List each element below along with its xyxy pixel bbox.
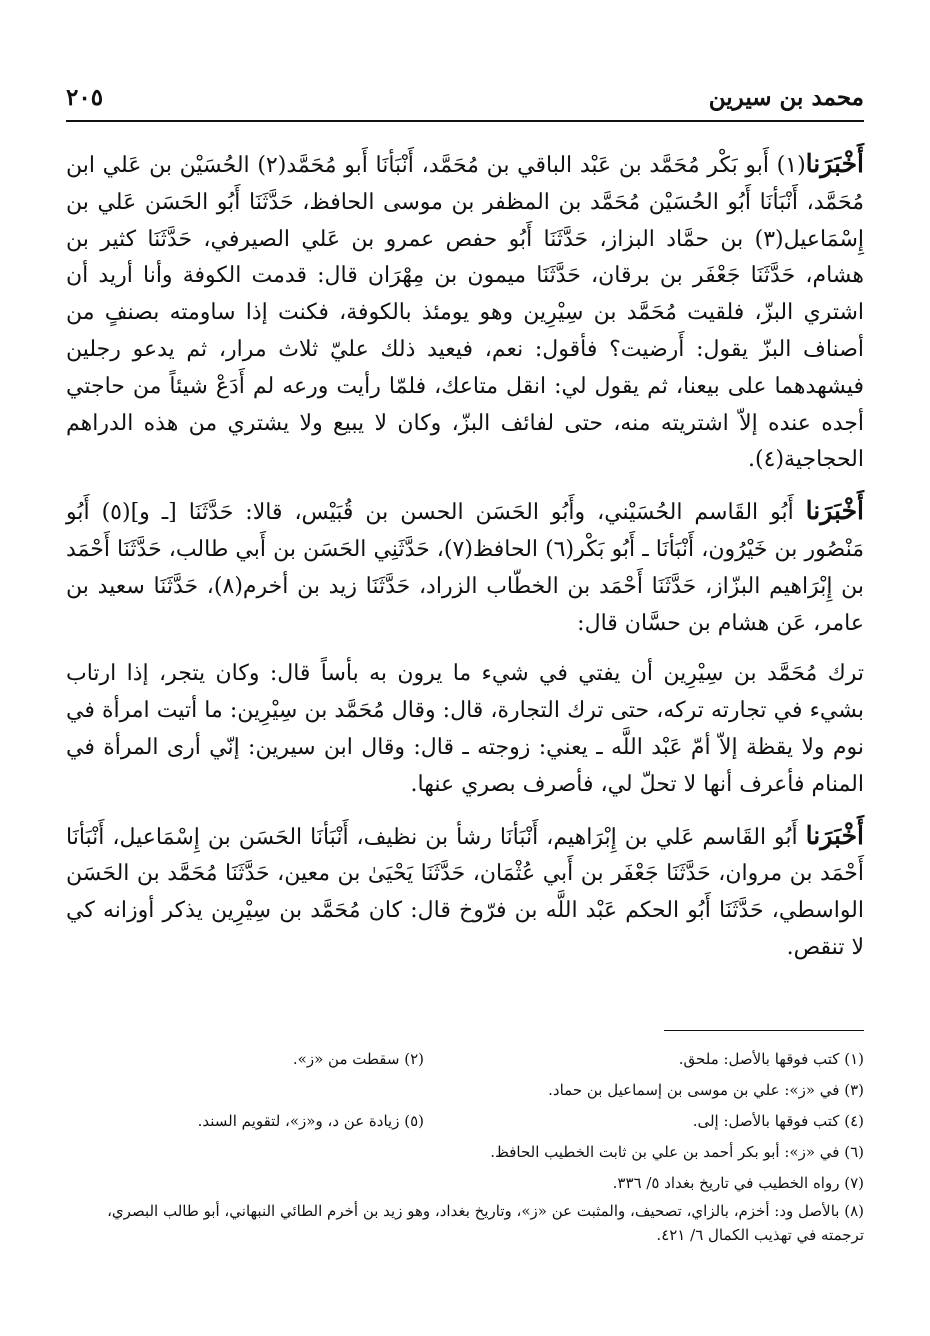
footnote-row: [66, 1106, 864, 1137]
paragraph-keyword: أَخْبَرَنا: [805, 820, 864, 850]
paragraph: [66, 818, 864, 967]
paragraph: [66, 493, 864, 642]
footnote: (١) كتب فوقها بالأصل: ملحق.: [678, 1050, 864, 1068]
paragraph-text: أَبُو القَاسم الحُسَيْني، وأَبُو الحَسَن الحسن بن قُبَيْس، قالا: حَدَّثَنَا [ـ و](٥) أَبُو مَنْصُور بن خَيْرُون، أَنْبَأنَا ـ أَبُو بَكْر(٦) الحافظ(٧)، حَدَّثَنِي الحَسَن بن أَبي طالب، حَدَّثَنَا أَحْمَد بن إِبْرَاهيم البزّاز، حَدَّثَنَا أَحْمَد بن الخطّاب الزراد، حَدَّثَنَا زيد بن أخرم(٨)، حَدَّثَنَا سعيد بن عامر، عَن هشام بن حسَّان قال:: [66, 500, 865, 636]
footnote: (٦) في «ز»: أبو بكر أحمد بن علي بن ثابت الخطيب الحافظ.: [490, 1143, 864, 1161]
paragraph-text: أَبُو القَاسم عَلي بن إِبْرَاهيم، أَنْبَأنَا رشأ بن نظيف، أَنْبَأنَا الحَسَن بن إِسْمَاعيل، أَنْبَأنَا أَحْمَد بن مروان، حَدَّثَنَا جَعْفَر بن أَبي عُثْمَان، حَدَّثَنَا يَحْيَىٰ بن معين، حَدَّثَنَا مُحَمَّد بن الحَسَن الواسطي، حَدَّثَنَا أَبُو الحكم عَبْد اللَّه بن فرّوخ قال: كان مُحَمَّد بن سِيْرِين يذكر أوزانه كي لا تنقص.: [66, 824, 864, 960]
footnote: (٣) في «ز»: علي بن موسى بن إسماعيل بن حماد.: [548, 1081, 864, 1099]
paragraph: [66, 656, 864, 803]
footnote: (٤) كتب فوقها بالأصل: إلى.: [692, 1112, 864, 1130]
paragraph: [66, 146, 864, 479]
paragraph-text: (١) أَبو بَكْر مُحَمَّد بن عَبْد الباقي بن مُحَمَّد، أَنْبَأنَا أَبو مُحَمَّد(٢) الحُسَيْن بن عَلي ابن مُحَمَّد، أَنْبَأنَا أَبُو الحُسَيْن مُحَمَّد بن المظفر بن موسى الحافظ، حَدَّثَنَا أَبُو الحَسَن عَلي بن إِسْمَاعيل(٣) بن حمَّاد البزاز، حَدَّثَنَا أَبُو حفص عمرو بن عَلي الصيرفي، حَدَّثَنَا كثير بن هشام، حَدَّثَنَا جَعْفَر بن برقان، حَدَّثَنَا ميمون بن مِهْرَان قال: قدمت الكوفة وأنا أريد أن اشتري البزّ، فلقيت مُحَمَّد بن سِيْرِين وهو يومئذ بالكوفة، فكنت إذا ساومته بصنفٍ من أصناف البزّ يقول: أَرضيت؟ فأقول: نعم، فيعيد ذلك عليّ ثلاث مرار، ثم يدعو رجلين فيشهدهما على بيعنا، ثم يقول لي: انقل متاعك، فلمّا رأيت ورعه لم أَدَعْ شيئاً من حاجتي أجده عنده إلاّ اشتريته منه، حتى لفائف البزّ، وكان لا يبيع ولا يشتري من هذه الدراهم الحجاجية(٤).: [66, 153, 864, 473]
footnotes: [66, 1044, 864, 1253]
footnote-row: [66, 1075, 864, 1106]
footnote-row: [66, 1199, 864, 1253]
footnote-row: [66, 1168, 864, 1199]
footnote-rule: [664, 1030, 864, 1031]
paragraph-keyword: أَخْبَرَنا: [805, 149, 864, 178]
page-number: ٢٠٥: [66, 84, 104, 111]
paragraph-text: ترك مُحَمَّد بن سِيْرِين أن يفتي في شيء ما يرون به بأساً قال: وكان يتجر، إذا ارتاب بشيء في تجارته تركه، حتى ترك التجارة، قال: وقال مُحَمَّد بن سِيْرِين: ما أتيت امرأة في نوم ولا يقظة إلاّ أمّ عَبْد اللَّه ـ يعني: زوجته ـ قال: وقال ابن سيرين: إنّي أرى المرأة في المنام فأعرف أنها لا تحلّ لي، فأصرف بصري عنها.: [66, 661, 864, 797]
footnote-row: [66, 1137, 864, 1168]
footnote-row: [66, 1044, 864, 1075]
footnote: (٨) بالأصل ود: أخزم، بالزاي، تصحيف، والمثبت عن «ز»، وتاريخ بغداد، وهو زيد بن أخرم الطائي النبهاني، أبو طالب البصري، ترجمته في تهذيب الكمال ٦/ ٤٢١.: [107, 1202, 864, 1244]
running-head: محمد بن سيرين: [708, 84, 864, 111]
page-header: [66, 84, 864, 116]
paragraph-keyword: أَخْبَرَنا: [805, 496, 864, 526]
footnote: (٥) زيادة عن د، و«ز»، لتقويم السند.: [197, 1112, 424, 1130]
footnote: (٢) سقطت من «ز».: [292, 1050, 424, 1068]
header-rule: [66, 120, 864, 122]
footnote: (٧) رواه الخطيب في تاريخ بغداد ٥/ ٣٣٦.: [612, 1174, 864, 1192]
main-text: [66, 146, 864, 967]
